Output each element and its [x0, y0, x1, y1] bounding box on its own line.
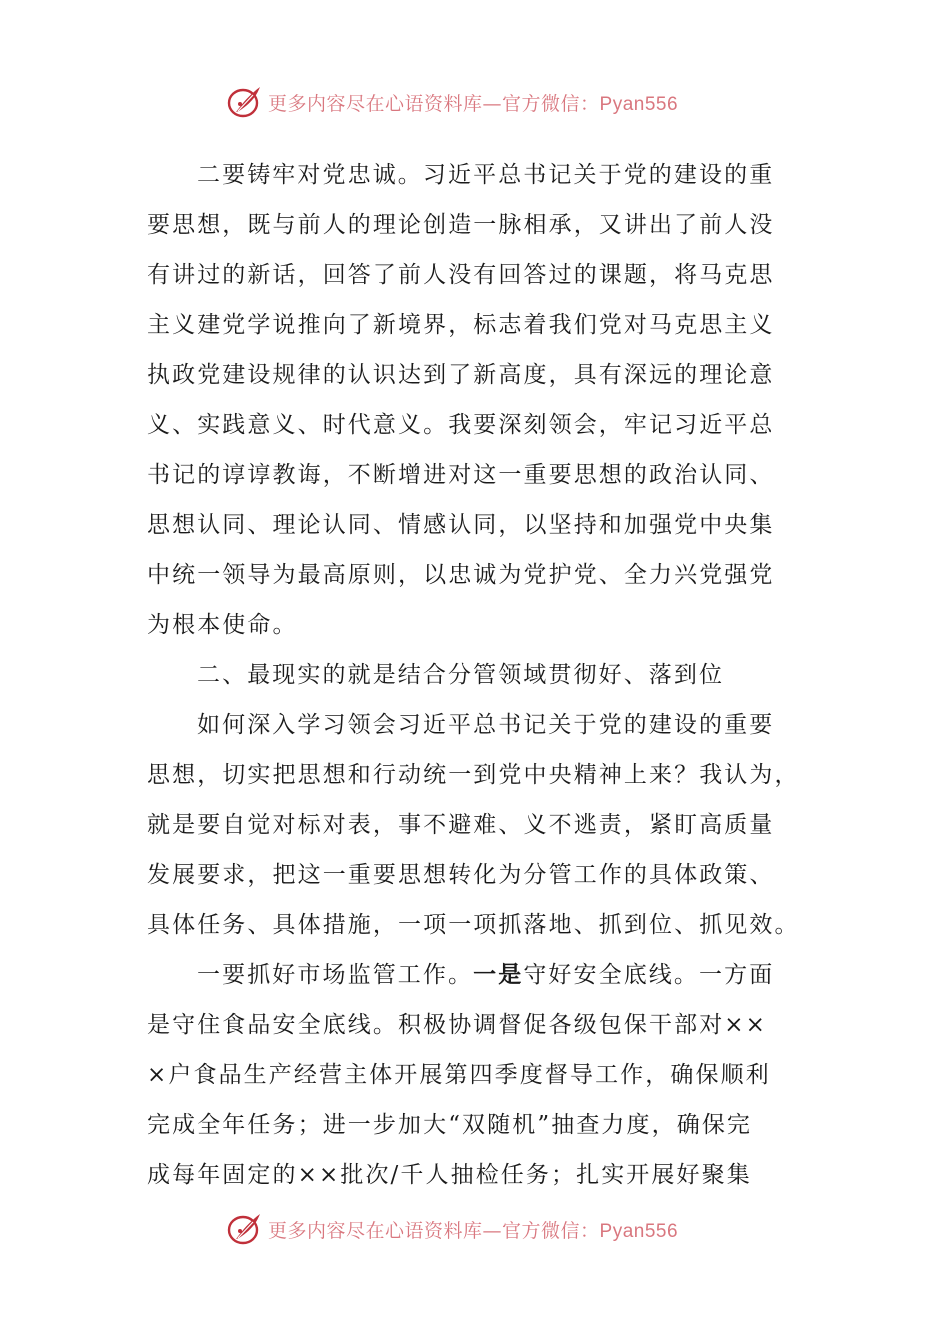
- quill-logo-icon: [226, 1211, 264, 1247]
- text-line: 是守住食品安全底线。积极协调督促各级包保干部对××: [147, 1012, 768, 1038]
- text-line: 中统一领导为最高原则，以忠诚为党护党、全力兴党强党: [147, 562, 775, 588]
- text-line: 二要铸牢对党忠诚。习近平总书记关于党的建设的重: [197, 162, 775, 188]
- section-heading: 二、最现实的就是结合分管领域贯彻好、落到位: [197, 662, 725, 688]
- watermark-footer: [226, 1211, 678, 1247]
- text-line: 思想，切实把思想和行动统一到党中央精神上来？我认为，: [147, 762, 800, 788]
- text-line: 具体任务、具体措施，一项一项抓落地、抓到位、抓见效。: [147, 912, 800, 938]
- text-line: ×户食品生产经营主体开展第四季度督导工作，确保顺利: [147, 1062, 771, 1088]
- text-segment: 一要抓好市场监管工作。: [197, 962, 474, 988]
- text-line: 主义建党学说推向了新境界，标志着我们党对马克思主义: [147, 312, 775, 338]
- text-line: 有讲过的新话，回答了前人没有回答过的课题，将马克思: [147, 262, 775, 288]
- text-line: 执政党建设规律的认识达到了新高度，具有深远的理论意: [147, 362, 775, 388]
- bold-marker: 一是: [473, 961, 524, 988]
- text-line: 为根本使命。: [147, 612, 298, 638]
- watermark-text: [268, 89, 678, 116]
- text-line: [147, 950, 797, 1000]
- watermark-text-id: Pyan556: [599, 93, 679, 115]
- text-line: 成每年固定的××批次/千人抽检任务；扎实开展好聚集: [147, 1162, 752, 1188]
- watermark-text-cn: 更多内容尽在心语资料库—官方微信：: [268, 1219, 600, 1242]
- watermark-text-id: Pyan556: [599, 1220, 679, 1242]
- text-line: 发展要求，把这一重要思想转化为分管工作的具体政策、: [147, 862, 775, 888]
- text-line: 就是要自觉对标对表，事不避难、义不逃责，紧盯高质量: [147, 812, 775, 838]
- text-line: 如何深入学习领会习近平总书记关于党的建设的重要: [197, 712, 775, 738]
- document-body: [147, 150, 800, 1200]
- text-line: 思想认同、理论认同、情感认同，以坚持和加强党中央集: [147, 512, 775, 538]
- watermark-header: [226, 84, 678, 120]
- quill-logo-icon: [226, 84, 264, 120]
- watermark-text-cn: 更多内容尽在心语资料库—官方微信：: [268, 92, 600, 115]
- text-line: 义、实践意义、时代意义。我要深刻领会，牢记习近平总: [147, 412, 775, 438]
- text-line: 书记的谆谆教诲，不断增进对这一重要思想的政治认同、: [147, 462, 775, 488]
- text-line: 要思想，既与前人的理论创造一脉相承，又讲出了前人没: [147, 212, 775, 238]
- text-segment: 守好安全底线。一方面: [523, 962, 775, 988]
- watermark-text: [268, 1216, 678, 1243]
- text-line: 完成全年任务；进一步加大“双随机”抽查力度，确保完: [147, 1112, 753, 1138]
